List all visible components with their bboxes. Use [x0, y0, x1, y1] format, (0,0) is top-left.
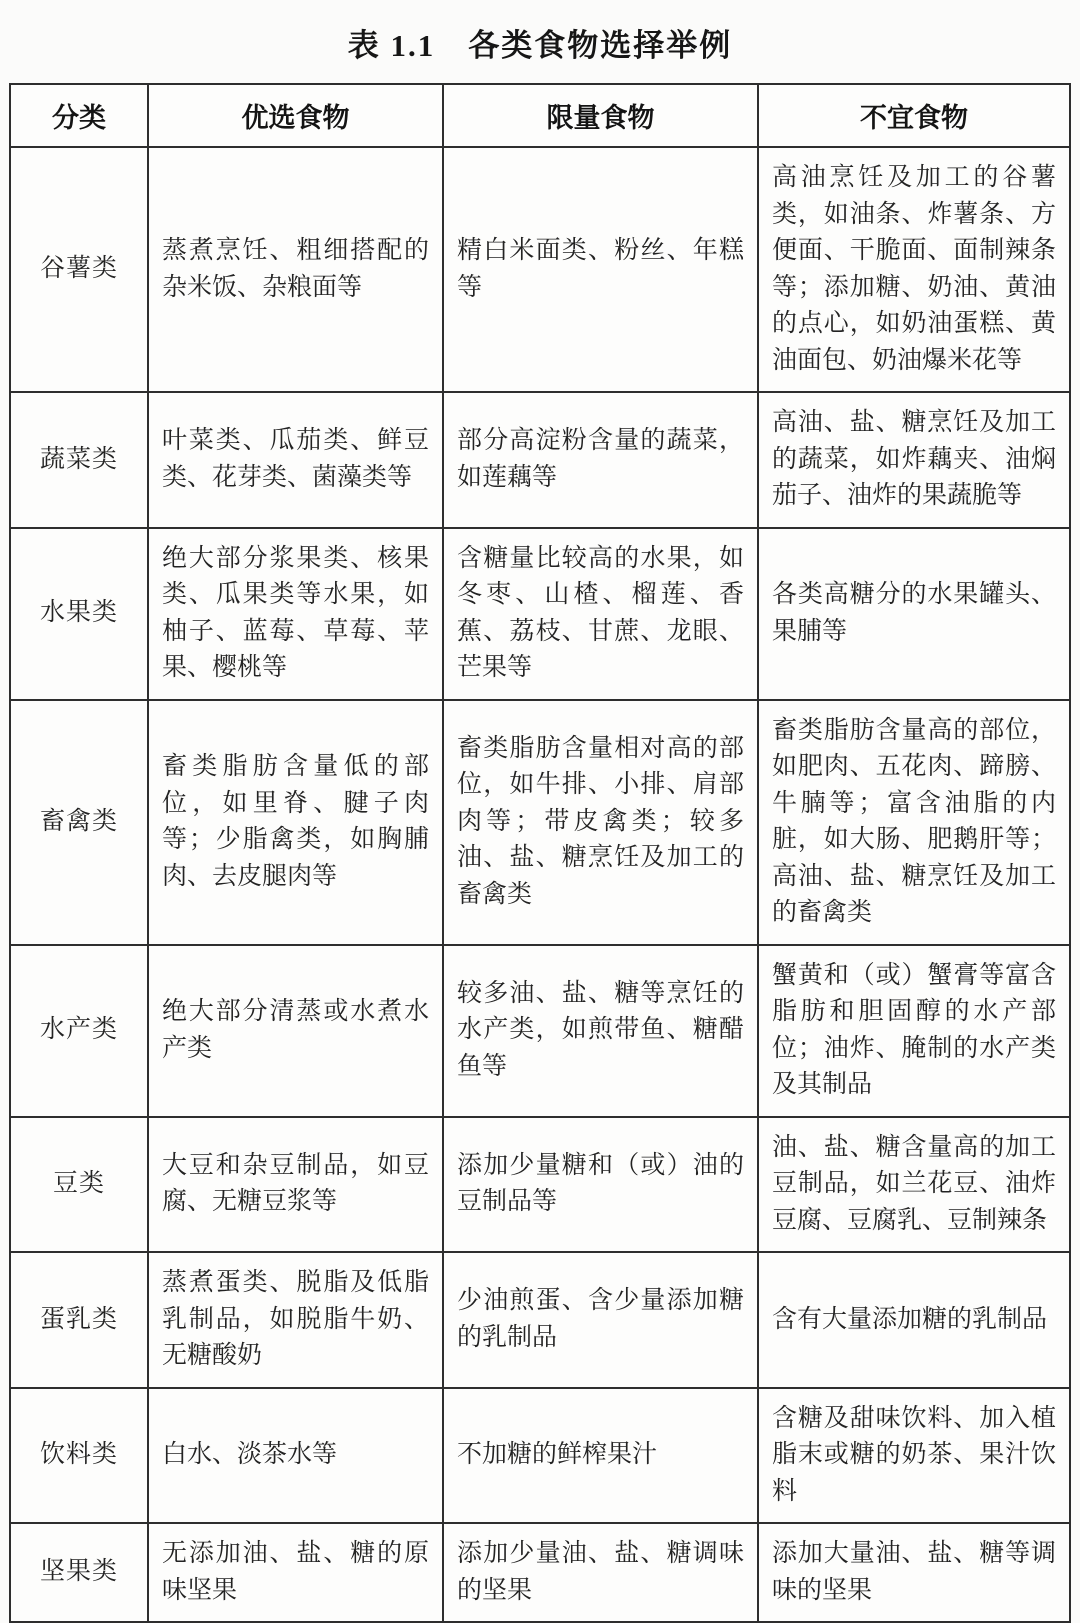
- category-cell: 饮料类: [10, 1388, 148, 1524]
- limited-food-cell: 部分高淀粉含量的蔬菜，如莲藕等: [443, 392, 758, 528]
- header-category: 分类: [10, 84, 148, 147]
- category-cell: 蔬菜类: [10, 392, 148, 528]
- preferred-food-cell: 绝大部分浆果类、核果类、瓜果类等水果，如柚子、蓝莓、草莓、苹果、樱桃等: [148, 528, 443, 700]
- avoid-food-cell: 油、盐、糖含量高的加工豆制品，如兰花豆、油炸豆腐、豆腐乳、豆制辣条: [758, 1117, 1070, 1253]
- limited-food-cell: 添加少量糖和（或）油的豆制品等: [443, 1117, 758, 1253]
- table-row: [10, 1117, 1070, 1253]
- category-cell: 水果类: [10, 528, 148, 700]
- table-row: [10, 392, 1070, 528]
- header-avoid-foods: 不宜食物: [758, 84, 1070, 147]
- limited-food-cell: 较多油、盐、糖等烹饪的水产类，如煎带鱼、糖醋鱼等: [443, 945, 758, 1117]
- limited-food-cell: 少油煎蛋、含少量添加糖的乳制品: [443, 1252, 758, 1388]
- preferred-food-cell: 白水、淡茶水等: [148, 1388, 443, 1524]
- category-cell: 水产类: [10, 945, 148, 1117]
- limited-food-cell: 添加少量油、盐、糖调味的坚果: [443, 1523, 758, 1622]
- category-cell: 蛋乳类: [10, 1252, 148, 1388]
- preferred-food-cell: 绝大部分清蒸或水煮水产类: [148, 945, 443, 1117]
- food-selection-table: [9, 83, 1071, 1623]
- avoid-food-cell: 含有大量添加糖的乳制品: [758, 1252, 1070, 1388]
- header-row: [10, 84, 1070, 147]
- avoid-food-cell: 畜类脂肪含量高的部位，如肥肉、五花肉、蹄膀、牛腩等；富含油脂的内脏，如大肠、肥鹅肝等；高油、盐、糖烹饪及加工的畜禽类: [758, 700, 1070, 945]
- table-row: [10, 1388, 1070, 1524]
- preferred-food-cell: 无添加油、盐、糖的原味坚果: [148, 1523, 443, 1622]
- avoid-food-cell: 含糖及甜味饮料、加入植脂末或糖的奶茶、果汁饮料: [758, 1388, 1070, 1524]
- preferred-food-cell: 畜类脂肪含量低的部位，如里脊、腱子肉等；少脂禽类，如胸脯肉、去皮腿肉等: [148, 700, 443, 945]
- category-cell: 谷薯类: [10, 147, 148, 392]
- preferred-food-cell: 蒸煮蛋类、脱脂及低脂乳制品，如脱脂牛奶、无糖酸奶: [148, 1252, 443, 1388]
- preferred-food-cell: 叶菜类、瓜茄类、鲜豆类、花芽类、菌藻类等: [148, 392, 443, 528]
- table-title: 表 1.1 各类食物选择举例: [347, 28, 733, 63]
- table-row: [10, 1252, 1070, 1388]
- table-row: [10, 1523, 1070, 1622]
- preferred-food-cell: 大豆和杂豆制品，如豆腐、无糖豆浆等: [148, 1117, 443, 1253]
- table-row: [10, 700, 1070, 945]
- avoid-food-cell: 各类高糖分的水果罐头、果脯等: [758, 528, 1070, 700]
- table-row: [10, 147, 1070, 392]
- avoid-food-cell: 高油烹饪及加工的谷薯类，如油条、炸薯条、方便面、干脆面、面制辣条等；添加糖、奶油、黄油的点心，如奶油蛋糕、黄油面包、奶油爆米花等: [758, 147, 1070, 392]
- preferred-food-cell: 蒸煮烹饪、粗细搭配的杂米饭、杂粮面等: [148, 147, 443, 392]
- avoid-food-cell: 添加大量油、盐、糖等调味的坚果: [758, 1523, 1070, 1622]
- header-preferred-foods: 优选食物: [148, 84, 443, 147]
- limited-food-cell: 精白米面类、粉丝、年糕等: [443, 147, 758, 392]
- limited-food-cell: 含糖量比较高的水果，如冬枣、山楂、榴莲、香蕉、荔枝、甘蔗、龙眼、芒果等: [443, 528, 758, 700]
- category-cell: 畜禽类: [10, 700, 148, 945]
- category-cell: 坚果类: [10, 1523, 148, 1622]
- limited-food-cell: 畜类脂肪含量相对高的部位，如牛排、小排、肩部肉等；带皮禽类；较多油、盐、糖烹饪及加工的畜禽类: [443, 700, 758, 945]
- avoid-food-cell: 蟹黄和（或）蟹膏等富含脂肪和胆固醇的水产部位；油炸、腌制的水产类及其制品: [758, 945, 1070, 1117]
- category-cell: 豆类: [10, 1117, 148, 1253]
- limited-food-cell: 不加糖的鲜榨果汁: [443, 1388, 758, 1524]
- header-limited-foods: 限量食物: [443, 84, 758, 147]
- table-row: [10, 945, 1070, 1117]
- avoid-food-cell: 高油、盐、糖烹饪及加工的蔬菜，如炸藕夹、油焖茄子、油炸的果蔬脆等: [758, 392, 1070, 528]
- table-row: [10, 528, 1070, 700]
